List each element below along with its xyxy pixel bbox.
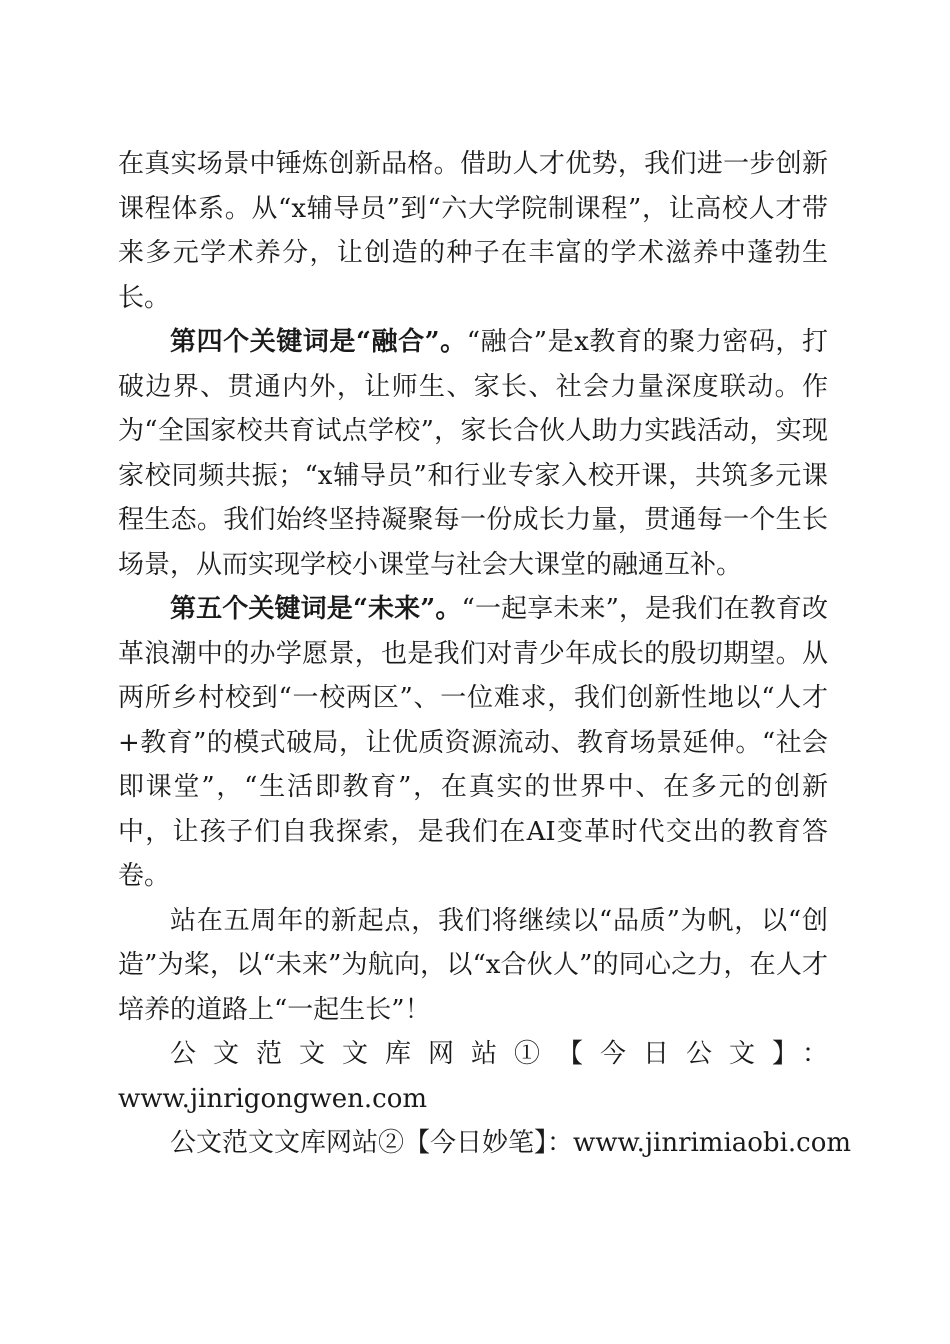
paragraph-3-keyword: 第五个关键词是“未来”。: [170, 594, 462, 624]
paragraph-5-line-1: [118, 1032, 828, 1077]
paragraph-2: [118, 320, 828, 587]
paragraph-4-text: 站在五周年的新起点，我们将继续以“品质”为帆，以“创造”为桨，以“未来”为航向，以“x合伙人”的同心之力，在人才培养的道路上“一起生长”！: [118, 905, 828, 1025]
paragraph-1: [118, 142, 828, 320]
website-1-label: 公文范文文库网站①【今日公文】：: [170, 1039, 828, 1069]
paragraph-2-keyword: 第四个关键词是“融合”。: [170, 327, 467, 357]
paragraph-1-text: 在真实场景中锤炼创新品格。借助人才优势，我们进一步创新课程体系。从“x辅导员”到“六大学院制课程”，让高校人才带来多元学术养分，让创造的种子在丰富的学术滋养中蓬勃生长。: [118, 149, 828, 313]
paragraph-6: [118, 1121, 852, 1166]
website-2-text: 公文范文文库网站②【今日妙笔】：www.jinrimiaobi.com: [170, 1128, 852, 1158]
paragraph-5-line-2: [118, 1077, 828, 1122]
paragraph-2-text: “融合”是x教育的聚力密码，打破边界、贯通内外，让师生、家长、社会力量深度联动。作为“全国家校共育试点学校”，家长合伙人助力实践活动，实现家校同频共振；“x辅导员”和行业专家入校开课，共筑多元课程生态。我们始终坚持凝聚每一份成长力量，贯通每一个生长场景，从而实现学校小课堂与社会大课堂的融通互补。: [118, 327, 828, 580]
paragraph-4: [118, 899, 828, 1033]
document-body: [118, 142, 852, 1166]
paragraph-3-text: “一起享未来”，是我们在教育改革浪潮中的办学愿景，也是我们对青少年成长的殷切期望。从两所乡村校到“一校两区”、一位难求，我们创新性地以“人才+教育”的模式破局，让优质资源流动、教育场景延伸。“社会即课堂”，“生活即教育”，在真实的世界中、在多元的创新中，让孩子们自我探索，是我们在AI变革时代交出的教育答卷。: [118, 594, 828, 891]
website-1-url: www.jinrigongwen.com: [118, 1083, 428, 1114]
paragraph-3: [118, 587, 828, 899]
